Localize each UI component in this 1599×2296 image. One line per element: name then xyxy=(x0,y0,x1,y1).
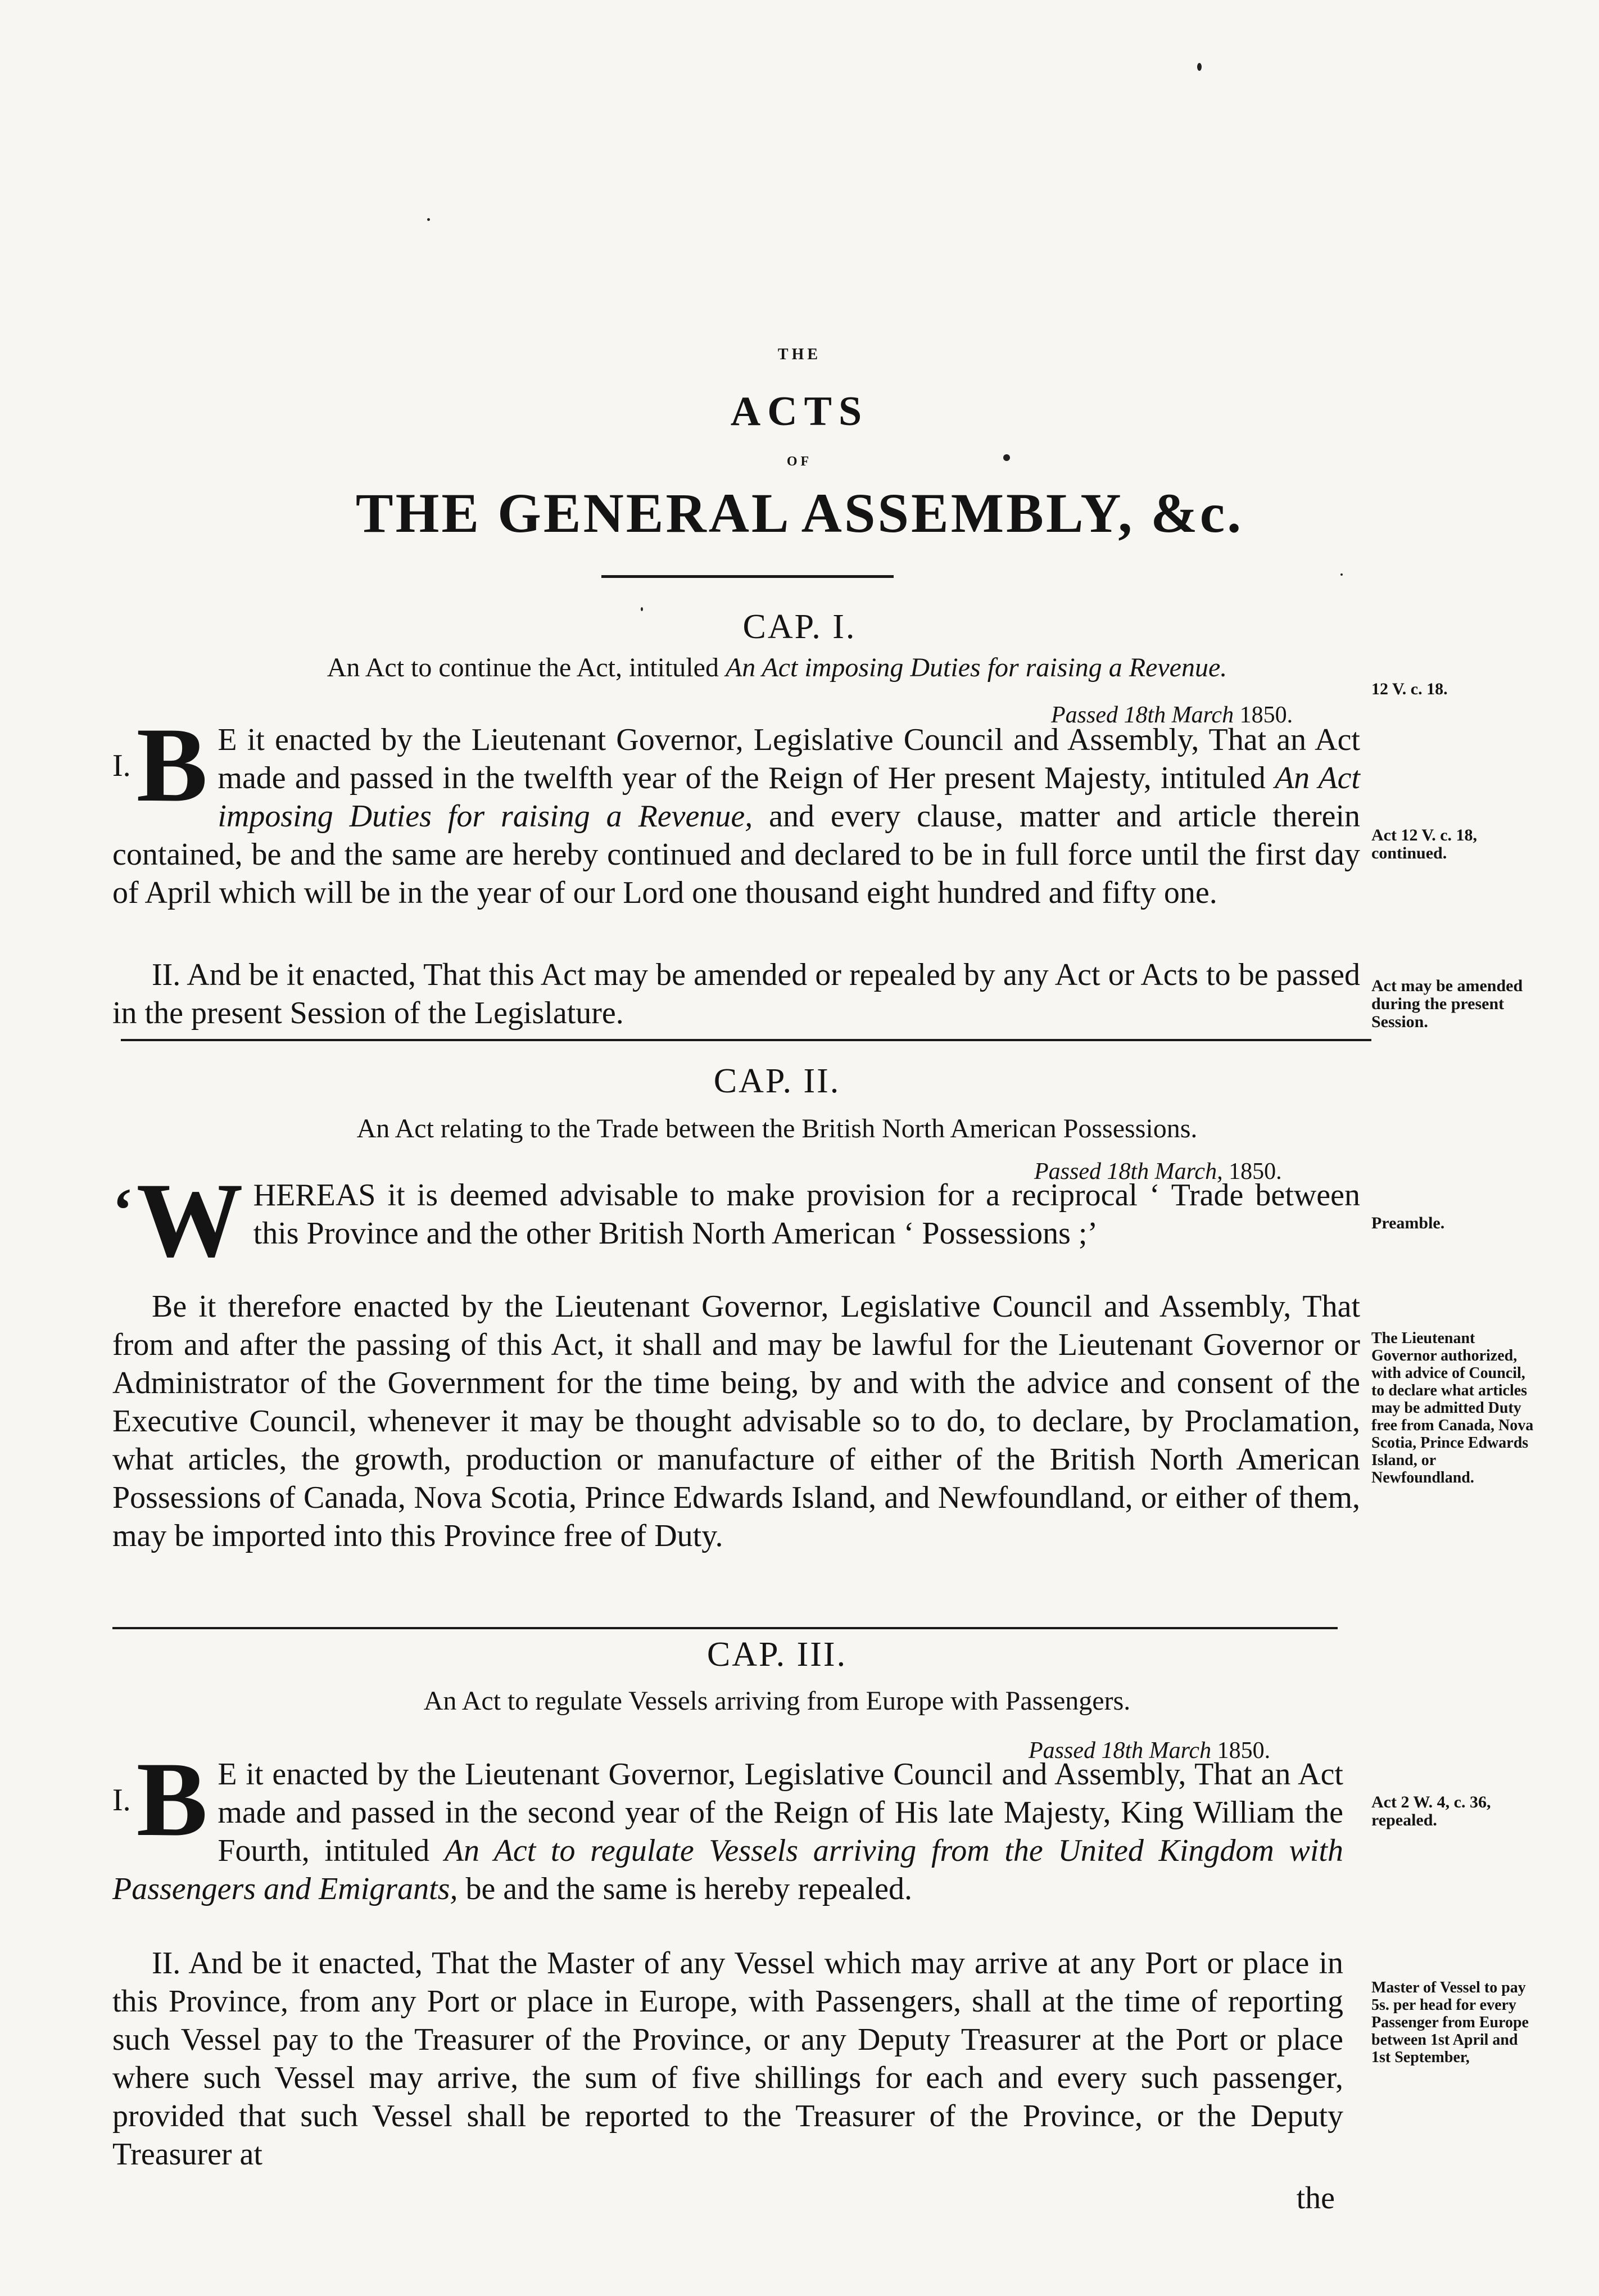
cap1-description-title: An Act imposing Duties for raising a Revenue. xyxy=(725,653,1227,683)
scan-speck xyxy=(427,218,430,221)
masthead-rule xyxy=(601,575,894,578)
masthead-acts: ACTS xyxy=(730,388,869,435)
cap1-sec1-number: I. xyxy=(112,748,131,783)
cap1-description xyxy=(0,652,1577,683)
cap3-heading: CAP. III. xyxy=(706,1635,848,1674)
cap1-description-prefix: An Act to continue the Act, intituled xyxy=(327,653,719,683)
cap2-drop-cap: W xyxy=(136,1161,243,1280)
scan-speck xyxy=(1197,63,1202,71)
cap2-section-text: Be it therefore enacted by the Lieutenant Governor, Legislative Council and Assembly, That from and after the passing of this Act, it shall and may be lawful for the Lieutenant Governor or Administrator of the Government for the time being, by and with the advice and consent of the Executive Council, whenever it may be thought advisable so to do, to declare, by Proclamation, what articles, the growth, production or manufacture of either of the British North American Possessions of Canada, Nova Scotia, Prince Edwards Island, and Newfoundland, or either of them, may be imported into this Province free of Duty. xyxy=(112,1289,1360,1553)
cap1-passed-label: Passed 18th March xyxy=(1051,702,1234,728)
cap3-passed-label: Passed 18th March xyxy=(1029,1738,1212,1764)
cap3-sec1-number: I. xyxy=(112,1783,131,1818)
cap3-description: An Act to regulate Vessels arriving from Europe with Passengers. xyxy=(423,1686,1131,1716)
cap2-heading: CAP. II. xyxy=(713,1062,841,1100)
cap2-preamble-note: Preamble. xyxy=(1371,1214,1445,1232)
cap3-section-2 xyxy=(112,1944,1343,2173)
cap1-sec1-text-a: E it enacted by the Lieutenant Governor, Legislative Council and Assembly, That an Act made and passed in the twelfth year of the Reign of Her present Majesty, intituled xyxy=(218,722,1360,796)
cap3-sec2-text: II. And be it enacted, That the Master of any Vessel which may arrive at any Port or place in this Province, from any Port or place in Europe, with Passengers, shall at the time of reporting such Vessel pay to the Treasurer of the Province, or any Deputy Treasurer at the Port or place where such Vessel may arrive, the sum of five shillings for each and every such passenger, provided that such Vessel shall be reported to the Treasurer of the Province, or the Deputy Treasurer at xyxy=(112,1946,1343,2172)
masthead-of: OF xyxy=(786,454,813,469)
cap2-section-margin-note: The Lieutenant Governor authorized, with advice of Council, to declare what articles may be admitted Duty free from Canada, Nova Scotia, Prince Edwards Island, or Newfoundland. xyxy=(1371,1330,1534,1486)
cap1-sec2-text: II. And be it enacted, That this Act may be amended or repealed by any Act or Acts to be passed in the present Session of the Legislature. xyxy=(112,957,1360,1031)
cap2-passed-label: Passed 18th March, xyxy=(1034,1159,1223,1185)
cap3-sec1-margin-note: Act 2 W. 4, c. 36, repealed. xyxy=(1371,1793,1491,1829)
cap3-sec1-text-b: be and the same is hereby repealed. xyxy=(465,1872,912,1906)
scan-speck xyxy=(1340,573,1343,576)
cap1-sec1-margin-note: Act 12 V. c. 18, continued. xyxy=(1371,826,1478,862)
cap2-preamble-text: HEREAS it is deemed advisable to make provision for a reciprocal ‘ Trade between this Province and the other British North American ‘ Possessions ;’ xyxy=(253,1178,1360,1251)
cap1-section-2 xyxy=(112,956,1360,1032)
cap1-passed-year: 1850. xyxy=(1239,702,1293,728)
masthead-title: THE GENERAL ASSEMBLY, &c. xyxy=(355,482,1244,544)
cap2-section xyxy=(112,1287,1360,1555)
cap1-heading: CAP. I. xyxy=(742,608,857,646)
cap1-sec2-margin-note: Act may be amended during the present Session. xyxy=(1371,977,1523,1031)
cap3-sec1-text-a: E it enacted by the Lieutenant Governor, Legislative Council and Assembly, That an Act made and passed in the second year of the Reign of His late Majesty, King William the Fourth, intituled xyxy=(218,1757,1343,1868)
cap3-sec1-italic: An Act to regulate Vessels arriving from the United Kingdom with Passengers and Emigrants, xyxy=(112,1833,1344,1906)
cap1-margin-ref: 12 V. c. 18. xyxy=(1371,680,1448,698)
cap3-sec1-drop-cap: B xyxy=(136,1741,208,1859)
cap3-passed-year: 1850. xyxy=(1217,1738,1271,1764)
cap1-sec1-drop-cap: B xyxy=(136,706,208,824)
section-divider xyxy=(121,1039,1371,1041)
cap2-description: An Act relating to the Trade between the British North American Possessions. xyxy=(356,1114,1198,1144)
catchword: the xyxy=(1296,2181,1335,2216)
cap1-sec1-text-b: and every clause, matter and article therein contained, be and the same are hereby continued and declared to be in full force until the first day of April which will be in the year of our Lord one thousand eight hundred and fifty one. xyxy=(112,799,1360,910)
section-divider xyxy=(112,1627,1338,1629)
cap1-sec1-italic: An Act imposing Duties for raising a Revenue, xyxy=(218,761,1360,834)
cap3-sec2-margin-note: Master of Vessel to pay 5s. per head for every Passenger from Europe between 1st April and 1st September, xyxy=(1371,1979,1529,2066)
masthead-the: THE xyxy=(777,346,822,363)
cap2-opening-quote: ‘ xyxy=(112,1176,133,1244)
cap2-passed-year: 1850. xyxy=(1229,1159,1282,1185)
